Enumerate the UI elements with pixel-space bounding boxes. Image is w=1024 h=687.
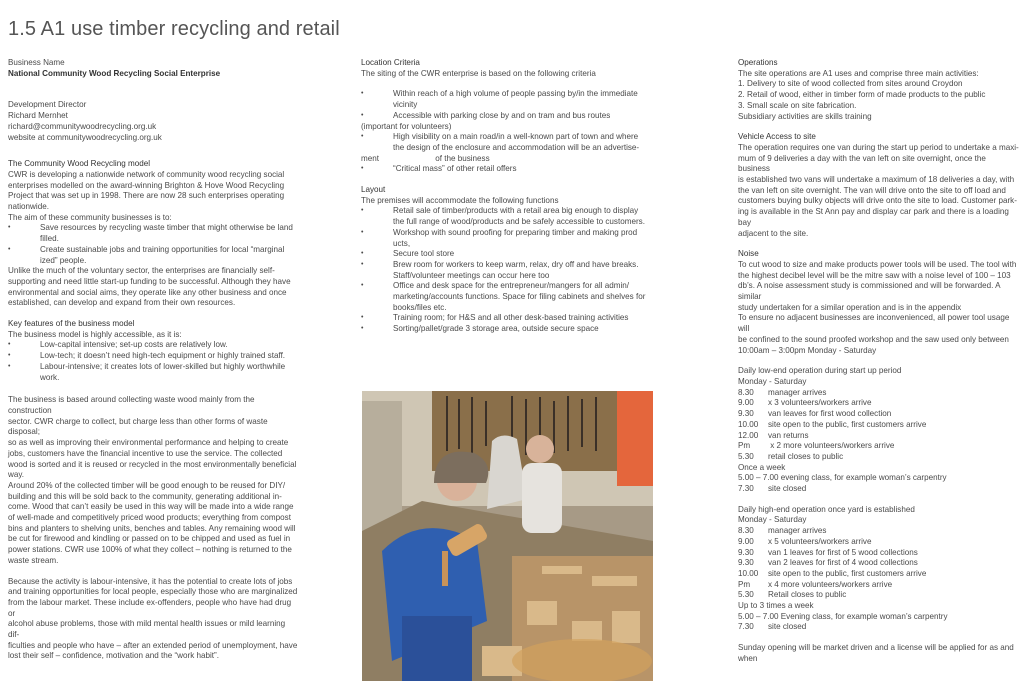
criteria-note: (important for volunteers) bbox=[361, 121, 452, 131]
low-end-heading: Daily low-end operation during start up period bbox=[738, 366, 902, 376]
schedule-row bbox=[738, 580, 1020, 591]
text-line: db’s. A noise assessment study is commissioned and will be forwarded. A similar bbox=[738, 281, 1001, 302]
text-line: is established two vans will undertake a maximum of 18 deliveries a day, with bbox=[738, 175, 1015, 185]
column-business bbox=[8, 58, 298, 662]
schedule-time: 12.00 bbox=[738, 430, 759, 440]
schedule-time: 8.30 bbox=[738, 526, 754, 536]
schedule-time: 7.30 bbox=[738, 622, 754, 632]
operations-heading: Operations bbox=[738, 58, 778, 67]
schedule-event: site closed bbox=[768, 622, 807, 632]
text-line: be cut for firewood and kindling or passed on to be chipped and used as fuel in bbox=[8, 534, 291, 544]
feature-item: • Low-capital intensive; set-up costs are relatively low. bbox=[8, 340, 298, 351]
high-end-days: Monday - Saturday bbox=[738, 515, 807, 525]
text-line: 2. Retail of wood, either in timber form of made products to the public bbox=[738, 90, 986, 100]
low-end-evening: 5.00 – 7.00 evening class, for example woman’s carpentry bbox=[738, 473, 947, 483]
text-line: The business is based around collecting waste wood mainly from the construction bbox=[8, 395, 255, 415]
text-line: To ensure no adjacent businesses are inconvenienced, all power tool usage will bbox=[738, 313, 1010, 334]
schedule-row bbox=[738, 526, 1020, 537]
text-line: 3. Small scale on site fabrication. bbox=[738, 100, 857, 110]
schedule-time: 9.00 bbox=[738, 398, 754, 408]
schedule-row bbox=[738, 590, 1020, 601]
criteria-item: • Accessible with parking close by and on tram and bus routes bbox=[361, 111, 651, 122]
criteria-item: • High visibility on a main road/in a well-known part of town and where the design of the enclosure and accommodation will be an advertise- bbox=[361, 132, 651, 153]
schedule-event: x 2 more volunteers/workers arrive bbox=[768, 441, 895, 451]
schedule-row bbox=[738, 622, 1020, 633]
text-line: power stations. CWR use 100% of what they collect – nothing is returned to the bbox=[8, 545, 292, 555]
text-line: environmental and social aims, they operate like any other business and once bbox=[8, 287, 287, 297]
schedule-event: x 5 volunteers/workers arrive bbox=[768, 536, 872, 546]
text-line: The operation requires one van during the start up period to undertake a maxi- bbox=[738, 142, 1019, 152]
text-line: customers buying bulky objects will drive onto the site to load. Customer park- bbox=[738, 196, 1017, 206]
workshop-photo bbox=[362, 391, 653, 681]
noise-heading: Noise bbox=[738, 249, 759, 259]
text-line: building and this will be sold back to the community, generating additional in- bbox=[8, 491, 282, 501]
director-label: Development Director bbox=[8, 100, 87, 110]
schedule-event: van returns bbox=[768, 430, 809, 440]
business-name-label: Business Name bbox=[8, 58, 65, 67]
schedule-event: Retail closes to public bbox=[768, 590, 847, 600]
schedule-time: 5.30 bbox=[738, 590, 754, 600]
text-line: bins and planters to shelving units, benches and tables. Any remaining wood will bbox=[8, 523, 296, 533]
schedule-event: van 1 leaves for first of 5 wood collections bbox=[768, 547, 918, 557]
schedule-time: 7.30 bbox=[738, 484, 754, 494]
features-heading: Key features of the business model bbox=[8, 319, 135, 329]
high-end-evening: 5.00 – 7.00 Evening class, for example woman’s carpentry bbox=[738, 611, 948, 621]
text-line: The site operations are A1 uses and comprise three main activities: bbox=[738, 68, 979, 78]
text-line: wood is sorted and it is reused or recycled in the most environmentally beneficial bbox=[8, 459, 297, 469]
text-line: the van left on site overnight. The van will drive onto the site to off load and bbox=[738, 185, 1006, 195]
low-end-days: Monday - Saturday bbox=[738, 376, 807, 386]
text-line: enterprises modelled on the award-winning Brighton & Hove Wood Recycling bbox=[8, 180, 285, 190]
text-line: of well-made and competitively priced wood products; everything from compost bbox=[8, 513, 291, 523]
high-end-weekly: Up to 3 times a week bbox=[738, 601, 814, 611]
schedule-event: site open to the public, first customers arrive bbox=[768, 568, 927, 578]
text-line: established, can develop and expand from their own resources. bbox=[8, 298, 236, 308]
schedule-row bbox=[738, 484, 1020, 495]
schedule-row bbox=[738, 548, 1020, 559]
schedule-event: manager arrives bbox=[768, 387, 827, 397]
schedule-row bbox=[738, 398, 1020, 409]
schedule-time: 9.00 bbox=[738, 536, 754, 546]
text-line: way. bbox=[8, 470, 25, 480]
text-line: lost their self – confidence, motivation and the “work habit”. bbox=[8, 651, 219, 661]
schedule-row bbox=[738, 558, 1020, 569]
text-line: adjacent to the site. bbox=[738, 228, 809, 238]
schedule-time: 10.00 bbox=[738, 568, 759, 578]
function-item: • Sorting/pallet/grade 3 storage area, outside secure space bbox=[361, 324, 651, 335]
text-line: CWR is developing a nationwide network of community wood recycling social bbox=[8, 169, 285, 179]
text-line: jobs, customers have the financial incentive to use the service. The collected bbox=[8, 448, 283, 458]
text-line: when bbox=[738, 653, 758, 663]
text-line: nationwide. bbox=[8, 202, 49, 212]
workshop-photo-illustration bbox=[362, 391, 653, 681]
schedule-row bbox=[738, 569, 1020, 580]
text-line: come. Wood that can’t easily be used in this way will be made into a wide range bbox=[8, 502, 294, 512]
schedule-time: 9.30 bbox=[738, 409, 754, 419]
location-intro: The siting of the CWR enterprise is based on the following criteria bbox=[361, 68, 596, 78]
schedule-row bbox=[738, 420, 1020, 431]
schedule-time: Pm bbox=[738, 441, 751, 451]
text-line: Sunday opening will be market driven and a license will be applied for as and bbox=[738, 643, 1014, 653]
schedule-event: manager arrives bbox=[768, 526, 827, 536]
director-email: richard@communitywoodrecycling.org.uk bbox=[8, 121, 157, 131]
function-item: • Workshop with sound proofing for preparing timber and making prod ucts, bbox=[361, 228, 651, 249]
text-line: so as well as improving their environmental performance and helping to create bbox=[8, 438, 289, 448]
schedule-event: site closed bbox=[768, 484, 807, 494]
schedule-time: 5.30 bbox=[738, 451, 754, 461]
schedule-row bbox=[738, 431, 1020, 442]
text-line: ficulties and people who have – after an extended period of unemployment, have bbox=[8, 640, 298, 650]
schedule-row bbox=[738, 388, 1020, 399]
text-line: sector. CWR charge to collect, but charge less than other forms of waste disposal; bbox=[8, 416, 268, 437]
website: website at communitywoodrecycling.org.uk bbox=[8, 132, 162, 142]
text-line: To cut wood to size and make products power tools will be used. The tool with bbox=[738, 259, 1017, 269]
schedule-row bbox=[738, 537, 1020, 548]
schedule-time: 8.30 bbox=[738, 387, 754, 397]
layout-heading: Layout bbox=[361, 185, 386, 195]
director-name: Richard Mernhet bbox=[8, 111, 68, 121]
feature-item: • Labour-intensive; it creates lots of lower-skilled but highly worthwhile work. bbox=[8, 362, 298, 383]
schedule-event: x 3 volunteers/workers arrive bbox=[768, 398, 872, 408]
function-item: • Secure tool store bbox=[361, 249, 651, 260]
text-line: from the labour market. These include ex-offenders, people who have had drug or bbox=[8, 597, 292, 618]
schedule-time: 9.30 bbox=[738, 547, 754, 557]
schedule-event: van 2 leaves for first of 4 wood collections bbox=[768, 558, 918, 568]
schedule-time: Pm bbox=[738, 579, 751, 589]
text-line: ing is available in the St Ann pay and display car park and there is a loading bay bbox=[738, 207, 1009, 227]
vehicle-heading: Vehicle Access to site bbox=[738, 132, 816, 142]
schedule-event: van leaves for first wood collection bbox=[768, 409, 892, 419]
function-item: • Brew room for workers to keep warm, relax, dry off and have breaks. Staff/volunteer meetings can occur here too bbox=[361, 260, 651, 281]
schedule-time: 9.30 bbox=[738, 558, 754, 568]
text-line: 1. Delivery to site of wood collected from sites around Croydon bbox=[738, 79, 963, 89]
schedule-event: x 4 more volunteers/workers arrive bbox=[768, 579, 893, 589]
low-end-weekly: Once a week bbox=[738, 462, 786, 472]
text-line: Unlike the much of the voluntary sector, the enterprises are financially self- bbox=[8, 266, 275, 276]
schedule-row bbox=[738, 452, 1020, 463]
schedule-row bbox=[738, 409, 1020, 420]
high-end-heading: Daily high-end operation once yard is established bbox=[738, 504, 915, 514]
aim-item: • Create sustainable jobs and training opportunities for local “marginal ized” people. bbox=[8, 245, 298, 266]
text-line: the highest decibel level will be the mitre saw with a noise level of 100 – 103 bbox=[738, 270, 1011, 280]
text-line: and training opportunities for local people, especially those who are marginalized bbox=[8, 587, 298, 597]
column-operations bbox=[738, 58, 1020, 665]
business-name: National Community Wood Recycling Social Enterprise bbox=[8, 68, 221, 78]
location-heading: Location Criteria bbox=[361, 58, 420, 67]
schedule-time: 10.00 bbox=[738, 419, 759, 429]
text-line: Subsidiary activities are skills training bbox=[738, 111, 872, 121]
function-item: • Training room; for H&S and all other desk-based training activities bbox=[361, 313, 651, 324]
text-line: study undertaken for a similar operation and is in the appendix bbox=[738, 302, 962, 312]
text-line: waste stream. bbox=[8, 555, 59, 565]
schedule-event: site open to the public, first customers arrive bbox=[768, 419, 927, 429]
criteria-item: • Within reach of a high volume of people passing by/in the immediate vicinity bbox=[361, 89, 651, 110]
text-line: Project that was set up in 1998. There are now 28 such enterprises operating bbox=[8, 191, 285, 201]
criteria-continuation: ment of the business bbox=[361, 153, 490, 163]
model-heading: The Community Wood Recycling model bbox=[8, 159, 150, 169]
function-item: • Office and desk space for the entrepreneur/mangers for all admin/ marketing/accounts functions. Space for filing cabinets and shelves for books/files etc. bbox=[361, 281, 651, 313]
column-location-layout bbox=[361, 58, 651, 335]
text-line: 10:00am – 3:00pm Monday - Saturday bbox=[738, 345, 877, 355]
text-line: Around 20% of the collected timber will be good enough to be reused for DIY/ bbox=[8, 480, 286, 490]
schedule-event: retail closes to public bbox=[768, 451, 844, 461]
text-line: The aim of these community businesses is to: bbox=[8, 212, 172, 222]
text-line: alcohol abuse problems, those with mild mental health issues or mild learning dif- bbox=[8, 619, 286, 640]
text-line: mum of 9 deliveries a day with the van left on site overnight, once the business bbox=[738, 153, 986, 174]
text-line: Because the activity is labour-intensive, it has the potential to create lots of jobs bbox=[8, 576, 293, 586]
layout-intro: The premises will accommodate the following functions bbox=[361, 195, 559, 205]
features-intro: The business model is highly accessible, as it is: bbox=[8, 329, 182, 339]
schedule-row bbox=[738, 441, 1020, 452]
text-line: be confined to the sound proofed workshop and the saw used only between bbox=[738, 334, 1009, 344]
page-title: 1.5 A1 use timber recycling and retail bbox=[8, 18, 340, 40]
feature-item: • Low-tech; it doesn’t need high-tech equipment or highly trained staff. bbox=[8, 351, 298, 362]
criteria-item: • “Critical mass” of other retail offers bbox=[361, 164, 651, 175]
function-item: • Retail sale of timber/products with a retail area big enough to display the full range of wood/products and be safely accessible to customers. bbox=[361, 206, 651, 227]
text-line: supporting and need little start-up funding to be successful. Although they have bbox=[8, 276, 291, 286]
aim-item: • Save resources by recycling waste timber that might otherwise be land filled. bbox=[8, 223, 298, 244]
